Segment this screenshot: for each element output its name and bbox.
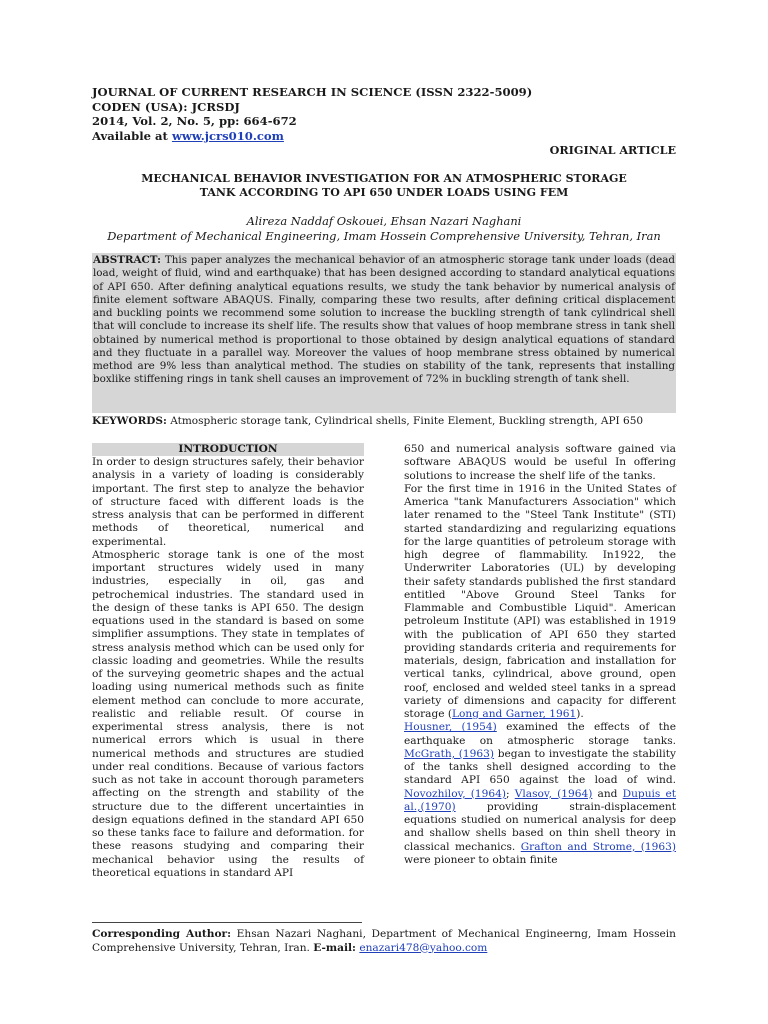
right-paragraph-3: [404, 721, 676, 867]
introduction-heading: INTRODUCTION: [92, 443, 364, 456]
corresponding-author: [92, 928, 676, 955]
journal-name: JOURNAL OF CURRENT RESEARCH IN SCIENCE (ISSN 2322-5009): [92, 85, 533, 99]
history-text: For the first time in 1916 in the United States of America "tank Manufacturers Association" which later renamed to the "Steel Tank Institute" (STI) started standardizing and regularizing equations for the large quantities of petroleum storage with high degree of flammability. In1922, the Underwriter Laboratories (UL) by developing their safety standards published the first standard entitled "Above Ground Steel Tanks for Flammable and Combustible Liquid". American petroleum Institute (API) was established in 1919 with the publication of API 650 they started providing standards criteria and requirements for materials, design, fabrication and installation for vertical tanks, cylindrical, above ground, open roof, enclosed and welded steel tanks in a spread variety of dimensions and capacity for different storage (: [404, 482, 676, 720]
citation-grafton-strome[interactable]: Grafton and Strome, (1963): [520, 840, 676, 853]
citation-novozhilov[interactable]: Novozhilov, (1964): [404, 787, 507, 800]
strain-text: providing strain-displacement equations studied on numerical analysis for deep and shallow shells based on thin shell theory in classical mechanics.: [404, 800, 676, 853]
right-paragraph-2: [404, 483, 676, 722]
available-label: Available at: [92, 128, 172, 143]
intro-paragraph-2: Atmospheric storage tank is one of the most important structures widely used in many industries, especially in oil, gas and petrochemical industries. The standard used in the design of these tanks is API 650. The design equations used in the standard is based on some simplifier assumptions. They state in templates of stress analysis method which can be used only for classic loading and geometries. While the results of the surveying geometric shapes and the actual loading using numerical methods such as finite element method can conclude to more accurate, realistic and reliable result. Of course in experimental stress analysis, there is not numerical errors which is usual in there numerical methods and structures are studied under real conditions. Because of various factors such as not take in account thorough parameters affecting on the strength and stability of the structure due to the different uncertainties in design equations defined in the standard API 650 so these tanks face to failure and deformation. for these reasons studying and comparing their mechanical behavior using the results of theoretical equations in standard API: [92, 548, 364, 879]
mcgrath-text: began to investigate the stability of the tanks shell designed according to the standard API 650 against the load of wind.: [404, 747, 676, 787]
citation-housner[interactable]: Housner, (1954): [404, 721, 497, 734]
citation-separator: ;: [506, 787, 515, 800]
citation-long-garner[interactable]: Long and Garner, 1961: [452, 708, 577, 720]
affiliation: Department of Mechanical Engineering, Imam Hossein Comprehensive University, Tehran, Iran: [107, 229, 661, 243]
grafton-text: were pioneer to obtain finite: [404, 853, 558, 866]
corresponding-details: Ehsan Nazari Naghani, Department of Mechanical Engineerng, Imam Hossein Comprehensive University, Tehran, Iran.: [92, 928, 676, 954]
citation-vlasov[interactable]: Vlasov, (1964): [514, 787, 593, 800]
article-type: ORIGINAL ARTICLE: [549, 143, 676, 157]
keywords-label: KEYWORDS:: [92, 415, 167, 427]
corresponding-label: Corresponding Author:: [92, 928, 232, 940]
abstract-text: [92, 254, 676, 387]
citation-mcgrath[interactable]: McGrath, (1963): [404, 747, 495, 760]
journal-website-link[interactable]: www.jcrs010.com: [171, 128, 284, 143]
title-line-1: MECHANICAL BEHAVIOR INVESTIGATION FOR AN ATMOSPHERIC STORAGE: [141, 172, 627, 185]
citation-and: and: [592, 787, 623, 800]
housner-text: examined the effects of the earthquake on atmospheric storage tanks.: [404, 721, 676, 747]
abstract-label: ABSTRACT:: [93, 254, 161, 266]
history-text-end: ).: [576, 708, 584, 720]
availability: [92, 129, 682, 144]
abstract-box: [92, 253, 676, 413]
author-block: [92, 214, 676, 244]
paper-title: [92, 172, 676, 200]
issue-info: 2014, Vol. 2, No. 5, pp: 664-672: [92, 114, 297, 128]
footnote-divider: [92, 922, 362, 923]
keywords-list: Atmospheric storage tank, Cylindrical shells, Finite Element, Buckling strength, API 650: [166, 415, 644, 427]
email-label: E-mail:: [313, 941, 356, 954]
citation-dupuis[interactable]: Dupuis et al.,(1970): [404, 787, 677, 813]
coden: CODEN (USA): JCRSDJ: [92, 99, 240, 114]
title-line-2: TANK ACCORDING TO API 650 UNDER LOADS USING FEM: [199, 186, 569, 199]
right-paragraph-1: 650 and numerical analysis software gained via software ABAQUS would be useful In offering solutions to increase the shelf life of the tanks.: [404, 443, 676, 482]
left-column: [92, 456, 364, 880]
journal-header: [92, 85, 682, 143]
abstract-body: This paper analyzes the mechanical behavior of an atmospheric storage tank under loads (dead load, weight of fluid, wind and earthquake) that has been designed according to standard analytical equations of API 650. After defining analytical equations results, we study the tank behavior by numerical analysis of finite element software ABAQUS. Finally, comparing these two results, after defining critical displacement and buckling points we recommend some solution to increase the buckling strength of tank cylindrical shell that will conclude to increase its shelf life. The results show that values of hoop membrane stress in tank shell obtained by numerical method is proportional to those obtained by design analytical equations of standard and they fluctuate in a parallel way. Moreover the values of hoop membrane stress obtained by numerical method are 9% less than analytical method. The studies on stability of the tank, represents that installing boxlike stiffening rings in tank shell causes an improvement of 72% in buckling strength of tank shell.: [93, 254, 675, 386]
keywords: [92, 414, 676, 428]
authors: Alireza Naddaf Oskouei, Ehsan Nazari Naghani: [246, 214, 522, 228]
right-column: [404, 443, 676, 867]
intro-paragraph-1: In order to design structures safely, their behavior analysis in a variety of loading is considerably important. The first step to analyze the behavior of structure faced with different loads is the stress analysis that can be performed in different methods of theoretical, numerical and experimental.: [92, 456, 364, 548]
email-link[interactable]: enazari478@yahoo.com: [359, 941, 488, 954]
